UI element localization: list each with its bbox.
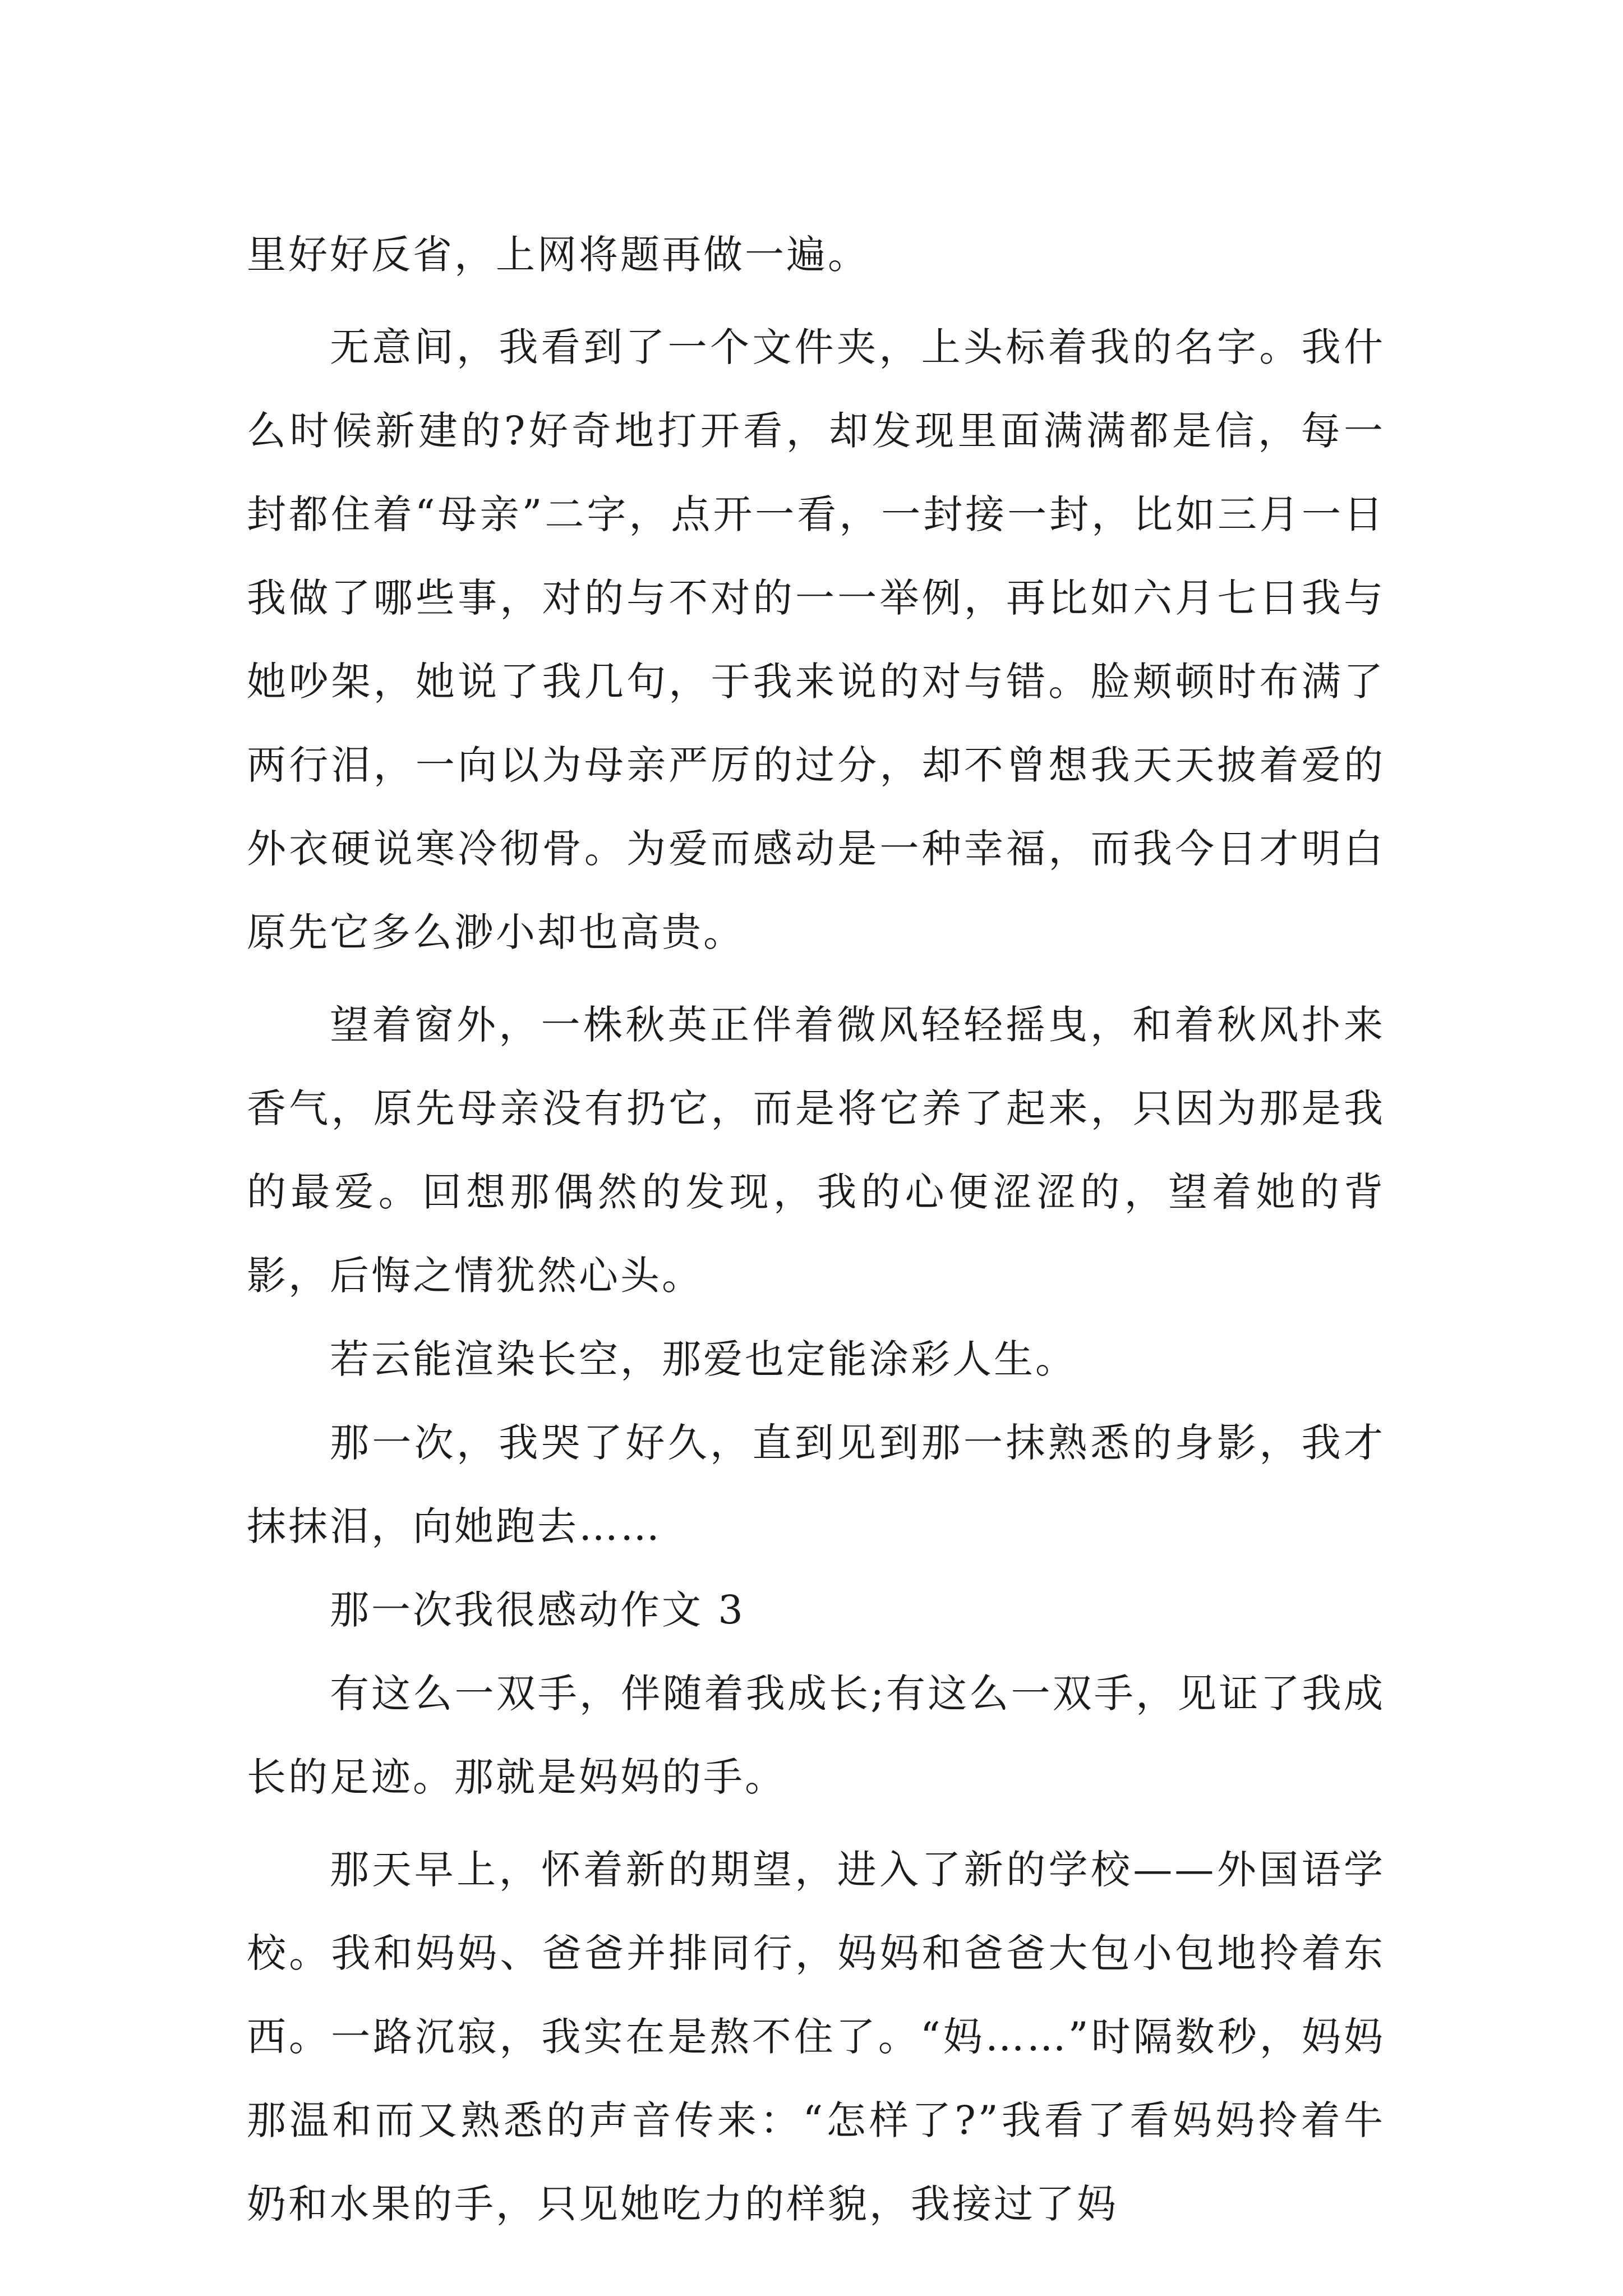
paragraph: 若云能渲染长空，那爱也定能涂彩人生。	[330, 1336, 1077, 1382]
section-heading: 那一次我很感动作文 3	[330, 1587, 745, 1633]
document-body	[247, 213, 1385, 2246]
paragraph: 里好好反省，上网将题再做一遍。	[247, 232, 869, 278]
paragraph: 望着窗外，一株秋英正伴着微风轻轻摇曳，和着秋风扑来香气，原先母亲没有扔它，而是将它养了起来，只因为那是我的最爱。回想那偶然的发现，我的心便涩涩的，望着她的背影，后悔之情犹然心头。	[247, 1002, 1385, 1299]
paragraph: 那天早上，怀着新的期望，进入了新的学校——外国语学校。我和妈妈、爸爸并排同行，妈妈和爸爸大包小包地拎着东西。一路沉寂，我实在是熬不住了。“妈……”时隔数秒，妈妈那温和而又熟悉的声音传来：“怎样了?”我看了看妈妈拎着牛奶和水果的手，只见她吃力的样貌，我接过了妈	[247, 1847, 1385, 2227]
paragraph: 有这么一双手，伴随着我成长;有这么一双手，见证了我成长的足迹。那就是妈妈的手。	[247, 1671, 1385, 1800]
paragraph: 那一次，我哭了好久，直到见到那一抹熟悉的身影，我才抹抹泪，向她跑去……	[247, 1420, 1385, 1549]
paragraph: 无意间，我看到了一个文件夹，上头标着我的名字。我什么时候新建的?好奇地打开看，却发现里面满满都是信，每一封都住着“母亲”二字，点开一看，一封接一封，比如三月一日我做了哪些事，对的与不对的一一举例，再比如六月七日我与她吵架，她说了我几句，于我来说的对与错。脸颊顿时布满了两行泪，一向以为母亲严厉的过分，却不曾想我天天披着爱的外衣硬说寒冷彻骨。为爱而感动是一种幸福，而我今日才明白原先它多么渺小却也高贵。	[247, 324, 1385, 955]
